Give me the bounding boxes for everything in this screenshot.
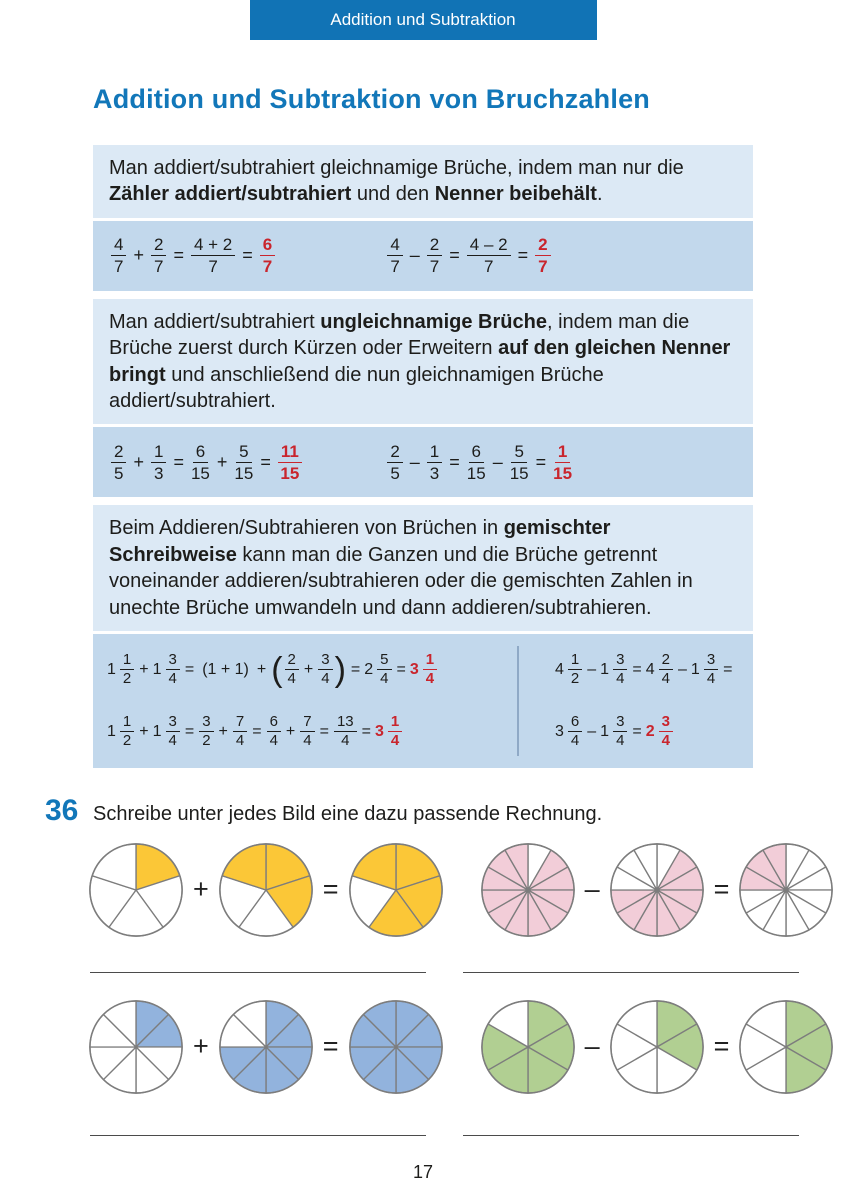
- answer-line: [463, 972, 799, 973]
- mixed-number: [410, 652, 438, 689]
- numerator: 6: [267, 714, 281, 733]
- operator: –: [409, 245, 420, 266]
- denominator: 4: [235, 732, 245, 750]
- fraction-pie-chart: [348, 842, 444, 938]
- denominator: 4: [321, 670, 330, 688]
- numerator: 4: [111, 235, 126, 256]
- whole-number: 1: [690, 660, 700, 678]
- equals-operator: =: [713, 874, 730, 905]
- fraction-pie-chart: [218, 842, 314, 938]
- equals-operator: =: [322, 1031, 339, 1062]
- pie-group-green-subtraction: [480, 999, 835, 1095]
- numerator: 1: [423, 652, 437, 671]
- equals-operator: =: [713, 1031, 730, 1062]
- fraction: [234, 442, 253, 483]
- operator: =: [449, 451, 460, 472]
- denominator: 4: [390, 732, 400, 750]
- operator: =: [350, 660, 361, 678]
- denominator: 15: [234, 463, 254, 483]
- denominator: 4: [706, 670, 716, 688]
- equation-subtraction: [385, 439, 574, 485]
- chapter-tab: [250, 0, 597, 40]
- numerator: 5: [236, 442, 251, 463]
- numerator: 2: [151, 235, 166, 256]
- operator: –: [587, 722, 597, 740]
- denominator: 4: [287, 670, 296, 688]
- equation-band: [93, 634, 753, 768]
- denominator: 7: [114, 257, 124, 277]
- fraction: [285, 652, 299, 689]
- numerator: 4 – 2: [467, 235, 511, 256]
- fraction: [151, 442, 166, 483]
- numerator: 13: [334, 714, 357, 733]
- bold-text-segment: gemischter Schreibweise: [109, 517, 611, 566]
- equation-line: [555, 646, 737, 694]
- fraction: [111, 442, 126, 483]
- denominator: 4: [616, 732, 625, 750]
- denominator: 7: [208, 257, 218, 277]
- denominator: 4: [616, 670, 625, 688]
- numerator: 3: [318, 652, 332, 671]
- numerator: 6: [260, 235, 275, 256]
- fraction: [111, 235, 126, 276]
- text-segment: und den: [351, 183, 435, 206]
- denominator: 2: [122, 732, 132, 750]
- operator: =: [723, 660, 733, 678]
- operator: +: [303, 660, 314, 678]
- numerator: 2: [111, 442, 126, 463]
- operator: =: [173, 245, 184, 266]
- denominator: 4: [661, 670, 670, 688]
- operator: =: [535, 451, 547, 472]
- fraction: [535, 235, 550, 276]
- fraction: [334, 714, 357, 751]
- equation-subtraction: [385, 233, 552, 279]
- plus-operator: +: [193, 1031, 209, 1062]
- mixed-number: [691, 652, 719, 689]
- fraction: [318, 652, 332, 689]
- operator: –: [409, 451, 420, 472]
- pie-group-yellow-addition: [88, 842, 444, 938]
- fraction: [613, 714, 627, 751]
- numerator: 5: [511, 442, 526, 463]
- operator: +: [139, 722, 149, 740]
- denominator: 4: [168, 670, 177, 688]
- operator: –: [492, 451, 503, 472]
- fraction: [166, 714, 180, 751]
- pie-row-2: [88, 999, 846, 1095]
- equation-line: [107, 646, 517, 694]
- operator: +: [133, 245, 144, 266]
- fraction: [467, 235, 511, 276]
- fraction: [199, 714, 213, 751]
- answer-line: [463, 1135, 799, 1136]
- fraction: [568, 714, 582, 751]
- info-box-same-denominator: [93, 145, 753, 291]
- info-box-unlike-denominator: [93, 299, 753, 498]
- fraction-pie-chart: [738, 999, 834, 1095]
- whole-number: 1: [107, 660, 116, 678]
- denominator: 4: [661, 732, 670, 750]
- text-segment: , indem man die Brüche zuerst durch Kürzen oder Erweitern: [109, 310, 690, 360]
- denominator: 2: [122, 670, 132, 688]
- mixed-number: [600, 714, 628, 751]
- fraction-pie-chart: [348, 999, 444, 1095]
- exercise-36: [45, 794, 846, 828]
- answer-lines-row-2: [90, 1135, 846, 1136]
- operator: +: [139, 660, 149, 678]
- mixed-number: [555, 652, 583, 689]
- mixed-number: [646, 714, 674, 751]
- text-segment: Man addiert/subtrahiert gleichnamige Brüche, indem man nur die: [109, 157, 684, 179]
- operator: +: [133, 451, 144, 472]
- fraction: [423, 652, 437, 689]
- exercise-prompt: Schreibe unter jedes Bild eine dazu passende Rechnung.: [93, 802, 603, 825]
- parenthesis: (: [271, 650, 283, 689]
- fraction: [166, 652, 180, 689]
- denominator: 15: [466, 463, 486, 483]
- operator: =: [260, 451, 271, 472]
- minus-operator: –: [584, 874, 600, 905]
- fraction: [704, 652, 718, 689]
- denominator: 15: [553, 463, 573, 483]
- info-box-text: [93, 145, 753, 218]
- operator: =: [396, 660, 406, 678]
- operator: +: [256, 660, 267, 678]
- denominator: 15: [280, 463, 300, 483]
- numerator: 2: [659, 652, 673, 671]
- denominator: 3: [153, 463, 164, 483]
- whole-number: 1: [107, 722, 116, 740]
- fraction: [191, 235, 235, 276]
- minus-operator: –: [584, 1031, 600, 1062]
- denominator: 7: [538, 257, 548, 277]
- fraction: [377, 652, 391, 689]
- numerator: 2: [427, 235, 442, 256]
- numerator: 7: [233, 714, 247, 733]
- numerator: 2: [285, 652, 299, 671]
- equation-line: [107, 708, 517, 756]
- fraction: [568, 652, 582, 689]
- fraction-pie-chart: [480, 999, 576, 1095]
- operator: =: [361, 722, 371, 740]
- numerator: 2: [535, 235, 550, 256]
- denominator: 5: [390, 463, 400, 483]
- operator: =: [184, 660, 195, 678]
- mixed-number: [153, 714, 181, 751]
- numerator: 7: [300, 714, 314, 733]
- operator: –: [678, 660, 687, 678]
- denominator: 4: [269, 732, 278, 750]
- whole-number: 1: [600, 660, 610, 678]
- operator: +: [218, 722, 228, 740]
- fraction: [613, 652, 627, 689]
- operator: –: [587, 660, 597, 678]
- denominator: 4: [425, 670, 435, 688]
- denominator: 7: [483, 257, 494, 277]
- numerator: 3: [166, 652, 180, 671]
- page-number: 17: [412, 1161, 434, 1182]
- mixed-number: [375, 714, 403, 751]
- mixed-number: [555, 714, 583, 751]
- fraction: [260, 235, 275, 276]
- fraction: [151, 235, 166, 276]
- denominator: 15: [190, 463, 210, 483]
- equation-addition: [109, 439, 385, 485]
- numerator: 5: [377, 652, 391, 671]
- fraction: [387, 442, 402, 483]
- text-segment: kann man die Ganzen und die Brüche getrennt voneinander addieren/subtrahieren oder die gemischten Zahlen in unechte Brüche umwandeln und dann addieren/subtrahieren.: [109, 543, 693, 619]
- denominator: 7: [429, 257, 440, 277]
- numerator: 6: [193, 442, 208, 463]
- info-boxes: [93, 145, 753, 768]
- fraction: [659, 652, 673, 689]
- operator: (1 + 1): [202, 660, 249, 678]
- text-segment: .: [596, 183, 603, 206]
- numerator: 1: [555, 442, 570, 463]
- bold-text-segment: auf den gleichen Nenner bringt: [109, 337, 731, 386]
- bold-text-segment: Zähler addiert/subtrahiert: [109, 183, 352, 206]
- pie-group-pink-subtraction: [480, 842, 835, 938]
- fraction: [120, 652, 134, 689]
- whole-number: 4: [555, 660, 564, 678]
- equation-band: [93, 427, 753, 497]
- fraction: [387, 235, 402, 276]
- page-title: Addition und Subtraktion von Bruchzahlen: [93, 84, 650, 114]
- whole-number: 2: [645, 722, 655, 740]
- denominator: 4: [380, 670, 389, 688]
- numerator: 3: [704, 652, 718, 671]
- fraction: [233, 714, 247, 751]
- mixed-number: [107, 652, 135, 689]
- chapter-tab-label: Addition und Subtraktion: [330, 10, 516, 29]
- pie-group-blue-addition: [88, 999, 444, 1095]
- info-box-mixed-numbers: [93, 505, 753, 768]
- operator: =: [517, 245, 529, 266]
- mixed-number: [153, 652, 181, 689]
- denominator: 15: [509, 463, 529, 483]
- denominator: 2: [570, 670, 580, 688]
- mixed-number: [107, 714, 135, 751]
- equation-column-addition: [107, 646, 517, 756]
- whole-number: 3: [409, 660, 419, 678]
- operator: =: [632, 660, 642, 678]
- fraction-pie-chart: [218, 999, 314, 1095]
- fraction: [191, 442, 210, 483]
- whole-number: 4: [645, 660, 655, 678]
- denominator: 7: [153, 257, 164, 277]
- fraction-pie-chart: [88, 999, 184, 1095]
- mixed-number: [600, 652, 628, 689]
- operator: =: [173, 451, 184, 472]
- fraction: [267, 714, 281, 751]
- whole-number: 1: [600, 722, 610, 740]
- text-segment: und anschließend die nun gleichnamigen Brüche addiert/subtrahiert.: [109, 363, 604, 412]
- mixed-number: [364, 652, 392, 689]
- fraction-pie-chart: [609, 999, 705, 1095]
- exercise-number: 36: [45, 793, 79, 827]
- operator: +: [285, 722, 296, 740]
- numerator: 1: [120, 652, 134, 671]
- fraction-pie-chart: [480, 842, 576, 938]
- equals-operator: =: [322, 874, 339, 905]
- fraction-pie-chart: [738, 842, 834, 938]
- fraction: [427, 442, 442, 483]
- numerator: 1: [568, 652, 582, 671]
- denominator: 4: [570, 732, 580, 750]
- parenthesis: ): [334, 650, 346, 689]
- whole-number: 1: [152, 722, 162, 740]
- info-box-text: [93, 299, 753, 425]
- operator: +: [216, 451, 228, 472]
- operator: =: [632, 722, 642, 740]
- fraction: [388, 714, 402, 751]
- fraction: [553, 442, 572, 483]
- numerator: 4 + 2: [191, 235, 235, 256]
- numerator: 1: [427, 442, 442, 463]
- text-segment: Man addiert/subtrahiert: [109, 310, 321, 333]
- whole-number: 3: [374, 722, 384, 740]
- numerator: 3: [613, 652, 627, 671]
- equation-line: [555, 708, 737, 756]
- fraction: [427, 235, 442, 276]
- numerator: 3: [166, 714, 180, 733]
- equation-column-subtraction: [519, 646, 737, 756]
- numerator: 11: [278, 442, 302, 463]
- pie-row-1: [88, 842, 846, 938]
- operator: =: [449, 245, 460, 266]
- fraction: [300, 714, 314, 751]
- operator: =: [184, 722, 195, 740]
- answer-line: [90, 972, 426, 973]
- bold-text-segment: ungleichnamige Brüche: [320, 310, 547, 333]
- whole-number: 2: [364, 660, 374, 678]
- denominator: 2: [202, 732, 211, 750]
- whole-number: 3: [555, 722, 564, 740]
- numerator: 3: [659, 714, 673, 733]
- numerator: 3: [613, 714, 627, 733]
- numerator: 1: [388, 714, 402, 733]
- whole-number: 1: [152, 660, 162, 678]
- answer-line: [90, 1135, 426, 1136]
- operator: =: [319, 722, 329, 740]
- numerator: 6: [469, 442, 484, 463]
- operator: =: [252, 722, 262, 740]
- denominator: 4: [303, 732, 312, 750]
- denominator: 4: [168, 732, 177, 750]
- numerator: 1: [120, 714, 134, 733]
- text-segment: Beim Addieren/Subtrahieren von Brüchen in: [109, 517, 504, 540]
- numerator: 3: [199, 714, 213, 733]
- numerator: 4: [387, 235, 402, 256]
- denominator: 3: [429, 463, 440, 483]
- fraction: [120, 714, 134, 751]
- equation-band: [93, 221, 753, 291]
- numerator: 6: [568, 714, 582, 733]
- fraction: [510, 442, 529, 483]
- denominator: 7: [262, 257, 273, 277]
- denominator: 5: [114, 463, 124, 483]
- fraction: [278, 442, 302, 483]
- denominator: 7: [390, 257, 400, 277]
- denominator: 4: [341, 732, 350, 750]
- numerator: 2: [387, 442, 402, 463]
- equation-addition: [109, 233, 385, 279]
- fraction: [467, 442, 486, 483]
- numerator: 1: [151, 442, 166, 463]
- fraction-pie-chart: [88, 842, 184, 938]
- bold-text-segment: Nenner beibehält: [434, 183, 597, 206]
- answer-lines-row-1: [90, 972, 846, 973]
- operator: =: [242, 245, 253, 266]
- fraction-pie-chart: [609, 842, 705, 938]
- mixed-number: [646, 652, 674, 689]
- plus-operator: +: [193, 874, 209, 905]
- fraction: [659, 714, 673, 751]
- info-box-text: [93, 505, 753, 631]
